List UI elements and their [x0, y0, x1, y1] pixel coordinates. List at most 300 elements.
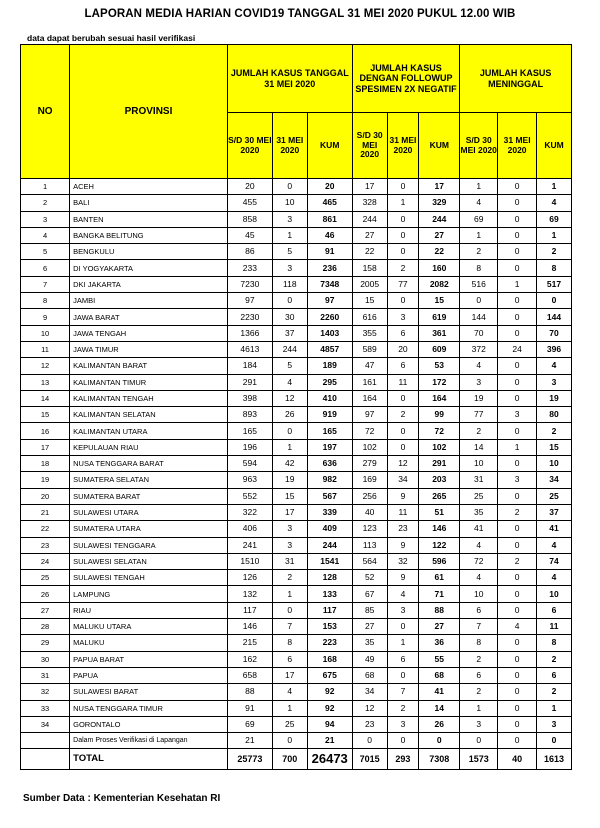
row-number: 13: [21, 374, 70, 390]
data-source: Sumber Data : Kementerian Kesehatan RI: [23, 793, 221, 804]
deaths-prev: 35: [460, 504, 498, 520]
recovered-cum: 15: [419, 293, 460, 309]
province-name: JAMBI: [70, 293, 228, 309]
subheader-recovered-today: 31 MEI 2020: [387, 113, 419, 179]
recovered-prev: 161: [352, 374, 387, 390]
row-number: 29: [21, 635, 70, 651]
recovered-prev: 244: [352, 211, 387, 227]
deaths-today: 1: [498, 276, 537, 292]
total-cases-cum: 26473: [307, 749, 352, 770]
recovered-today: 23: [387, 521, 419, 537]
cases-cum: 1541: [307, 553, 352, 569]
deaths-cum: 25: [537, 488, 572, 504]
row-number: 34: [21, 716, 70, 732]
cases-prev: 126: [227, 570, 272, 586]
recovered-today: 0: [387, 619, 419, 635]
table-row: [21, 276, 572, 292]
cases-today: 30: [272, 309, 307, 325]
deaths-today: 0: [498, 684, 537, 700]
recovered-prev: 564: [352, 553, 387, 569]
cases-cum: 92: [307, 684, 352, 700]
cases-cum: 4857: [307, 341, 352, 357]
cases-prev: 1366: [227, 325, 272, 341]
recovered-today: 6: [387, 358, 419, 374]
recovered-cum: 68: [419, 667, 460, 683]
deaths-prev: 69: [460, 211, 498, 227]
deaths-prev: 2: [460, 423, 498, 439]
cases-today: 244: [272, 341, 307, 357]
cases-today: 1: [272, 439, 307, 455]
deaths-prev: 2: [460, 244, 498, 260]
recovered-cum: 160: [419, 260, 460, 276]
deaths-prev: 4: [460, 537, 498, 553]
cases-cum: 919: [307, 407, 352, 423]
table-row: [21, 488, 572, 504]
province-name: MALUKU: [70, 635, 228, 651]
deaths-prev: 10: [460, 586, 498, 602]
deaths-prev: 41: [460, 521, 498, 537]
recovered-today: 0: [387, 423, 419, 439]
recovered-cum: 122: [419, 537, 460, 553]
province-name: KEPULAUAN RIAU: [70, 439, 228, 455]
subheader-deaths-cum: KUM: [537, 113, 572, 179]
cases-today: 0: [272, 293, 307, 309]
recovered-cum: 164: [419, 390, 460, 406]
table-row: [21, 341, 572, 357]
cases-today: 26: [272, 407, 307, 423]
recovered-prev: 40: [352, 504, 387, 520]
cases-cum: 133: [307, 586, 352, 602]
deaths-prev: 6: [460, 602, 498, 618]
recovered-cum: 61: [419, 570, 460, 586]
group-header-cases: JUMLAH KASUS TANGGAL 31 MEI 2020: [227, 45, 352, 113]
cases-today: 3: [272, 521, 307, 537]
deaths-cum: 8: [537, 260, 572, 276]
recovered-cum: 265: [419, 488, 460, 504]
total-deaths-prev: 1573: [460, 749, 498, 770]
deaths-today: 0: [498, 211, 537, 227]
cases-cum: 20: [307, 179, 352, 195]
deaths-today: 4: [498, 619, 537, 635]
recovered-cum: 27: [419, 619, 460, 635]
table-row: [21, 700, 572, 716]
cases-cum: 236: [307, 260, 352, 276]
row-number: [21, 733, 70, 749]
recovered-today: 0: [387, 667, 419, 683]
recovered-today: 2: [387, 260, 419, 276]
deaths-cum: 1: [537, 179, 572, 195]
recovered-cum: 172: [419, 374, 460, 390]
recovered-prev: 169: [352, 472, 387, 488]
cases-prev: 893: [227, 407, 272, 423]
recovered-today: 0: [387, 390, 419, 406]
recovered-cum: 17: [419, 179, 460, 195]
recovered-prev: 355: [352, 325, 387, 341]
table-body: [21, 179, 572, 770]
province-name: JAWA TIMUR: [70, 341, 228, 357]
cases-today: 3: [272, 260, 307, 276]
cases-prev: 2230: [227, 309, 272, 325]
cases-cum: 46: [307, 227, 352, 243]
deaths-prev: 25: [460, 488, 498, 504]
deaths-cum: 144: [537, 309, 572, 325]
recovered-cum: 146: [419, 521, 460, 537]
subheader-cases-today: 31 MEI 2020: [272, 113, 307, 179]
cases-today: 7: [272, 619, 307, 635]
cases-prev: 658: [227, 667, 272, 683]
deaths-cum: 6: [537, 667, 572, 683]
cases-prev: 69: [227, 716, 272, 732]
deaths-today: 2: [498, 504, 537, 520]
deaths-today: 3: [498, 472, 537, 488]
row-number: 22: [21, 521, 70, 537]
cases-prev: 162: [227, 651, 272, 667]
recovered-prev: 123: [352, 521, 387, 537]
cases-today: 1: [272, 700, 307, 716]
recovered-today: 3: [387, 602, 419, 618]
province-name: SUMATERA SELATAN: [70, 472, 228, 488]
recovered-today: 7: [387, 684, 419, 700]
cases-cum: 117: [307, 602, 352, 618]
deaths-cum: 2: [537, 244, 572, 260]
subheader-cases-cum: KUM: [307, 113, 352, 179]
cases-today: 19: [272, 472, 307, 488]
deaths-cum: 2: [537, 651, 572, 667]
row-number: 26: [21, 586, 70, 602]
province-name: BALI: [70, 195, 228, 211]
deaths-prev: 4: [460, 358, 498, 374]
deaths-today: 0: [498, 195, 537, 211]
deaths-cum: 34: [537, 472, 572, 488]
total-row-number: [21, 749, 70, 770]
recovered-today: 9: [387, 488, 419, 504]
recovered-cum: 55: [419, 651, 460, 667]
recovered-cum: 41: [419, 684, 460, 700]
recovered-cum: 14: [419, 700, 460, 716]
table-row: [21, 227, 572, 243]
deaths-prev: 10: [460, 456, 498, 472]
deaths-today: 1: [498, 439, 537, 455]
deaths-cum: 2: [537, 684, 572, 700]
subheader-recovered-cum: KUM: [419, 113, 460, 179]
total-province-name: TOTAL: [70, 749, 228, 770]
deaths-today: 0: [498, 309, 537, 325]
deaths-cum: 19: [537, 390, 572, 406]
column-header-province: PROVINSI: [70, 45, 228, 179]
cases-prev: 233: [227, 260, 272, 276]
recovered-today: 1: [387, 635, 419, 651]
deaths-today: 0: [498, 244, 537, 260]
cases-today: 25: [272, 716, 307, 732]
deaths-prev: 1: [460, 179, 498, 195]
recovered-today: 2: [387, 700, 419, 716]
deaths-today: 0: [498, 456, 537, 472]
row-number: 18: [21, 456, 70, 472]
recovered-cum: 51: [419, 504, 460, 520]
row-number: 2: [21, 195, 70, 211]
deaths-today: 0: [498, 423, 537, 439]
province-name: SULAWESI TENGAH: [70, 570, 228, 586]
group-header-recovered: JUMLAH KASUS DENGAN FOLLOWUP SPESIMEN 2X NEGATIF: [352, 45, 460, 113]
deaths-today: 0: [498, 179, 537, 195]
province-name: ACEH: [70, 179, 228, 195]
deaths-cum: 3: [537, 716, 572, 732]
recovered-today: 9: [387, 570, 419, 586]
deaths-prev: 1: [460, 700, 498, 716]
deaths-today: 0: [498, 260, 537, 276]
deaths-today: 0: [498, 667, 537, 683]
total-recovered-cum: 7308: [419, 749, 460, 770]
cases-cum: 339: [307, 504, 352, 520]
deaths-prev: 0: [460, 293, 498, 309]
total-recovered-prev: 7015: [352, 749, 387, 770]
cases-cum: 295: [307, 374, 352, 390]
table-row: [21, 309, 572, 325]
table-row: [21, 537, 572, 553]
recovered-today: 3: [387, 716, 419, 732]
province-name: JAWA TENGAH: [70, 325, 228, 341]
recovered-prev: 0: [352, 733, 387, 749]
cases-prev: 132: [227, 586, 272, 602]
province-name: GORONTALO: [70, 716, 228, 732]
cases-prev: 291: [227, 374, 272, 390]
recovered-today: 2: [387, 407, 419, 423]
deaths-prev: 14: [460, 439, 498, 455]
recovered-cum: 88: [419, 602, 460, 618]
total-recovered-today: 293: [387, 749, 419, 770]
deaths-cum: 10: [537, 456, 572, 472]
total-cases-prev: 25773: [227, 749, 272, 770]
total-row: [21, 749, 572, 770]
recovered-cum: 596: [419, 553, 460, 569]
cases-prev: 455: [227, 195, 272, 211]
cases-prev: 215: [227, 635, 272, 651]
cases-today: 17: [272, 504, 307, 520]
group-header-deaths: JUMLAH KASUS MENINGGAL: [460, 45, 572, 113]
province-name: JAWA BARAT: [70, 309, 228, 325]
subheader-cases-prev: S/D 30 MEI 2020: [227, 113, 272, 179]
recovered-cum: 329: [419, 195, 460, 211]
deaths-prev: 6: [460, 667, 498, 683]
deaths-today: 0: [498, 700, 537, 716]
deaths-prev: 7: [460, 619, 498, 635]
recovered-today: 12: [387, 456, 419, 472]
row-number: 16: [21, 423, 70, 439]
cases-prev: 398: [227, 390, 272, 406]
subheader-deaths-prev: S/D 30 MEI 2020: [460, 113, 498, 179]
recovered-today: 0: [387, 211, 419, 227]
deaths-cum: 517: [537, 276, 572, 292]
province-name: KALIMANTAN UTARA: [70, 423, 228, 439]
cases-prev: 97: [227, 293, 272, 309]
deaths-cum: 4: [537, 570, 572, 586]
deaths-prev: 2: [460, 684, 498, 700]
deaths-prev: 2: [460, 651, 498, 667]
recovered-prev: 34: [352, 684, 387, 700]
cases-cum: 7348: [307, 276, 352, 292]
recovered-prev: 23: [352, 716, 387, 732]
cases-prev: 117: [227, 602, 272, 618]
cases-prev: 196: [227, 439, 272, 455]
province-name: BANGKA BELITUNG: [70, 227, 228, 243]
cases-today: 12: [272, 390, 307, 406]
recovered-prev: 279: [352, 456, 387, 472]
cases-today: 5: [272, 244, 307, 260]
table-row: [21, 716, 572, 732]
table-row: [21, 472, 572, 488]
recovered-prev: 49: [352, 651, 387, 667]
deaths-prev: 72: [460, 553, 498, 569]
recovered-today: 11: [387, 504, 419, 520]
cases-today: 4: [272, 684, 307, 700]
recovered-today: 3: [387, 309, 419, 325]
recovered-today: 0: [387, 439, 419, 455]
recovered-today: 11: [387, 374, 419, 390]
cases-prev: 165: [227, 423, 272, 439]
recovered-today: 34: [387, 472, 419, 488]
table-row: [21, 358, 572, 374]
subheader-recovered-prev: S/D 30 MEI 2020: [352, 113, 387, 179]
recovered-prev: 17: [352, 179, 387, 195]
row-number: 3: [21, 211, 70, 227]
recovered-prev: 113: [352, 537, 387, 553]
recovered-today: 0: [387, 293, 419, 309]
recovered-prev: 97: [352, 407, 387, 423]
recovered-cum: 619: [419, 309, 460, 325]
deaths-prev: 1: [460, 227, 498, 243]
report-title: LAPORAN MEDIA HARIAN COVID19 TANGGAL 31 MEI 2020 PUKUL 12.00 WIB: [84, 8, 516, 20]
recovered-cum: 291: [419, 456, 460, 472]
cases-cum: 409: [307, 521, 352, 537]
recovered-prev: 15: [352, 293, 387, 309]
deaths-prev: 70: [460, 325, 498, 341]
row-number: 30: [21, 651, 70, 667]
province-name: KALIMANTAN SELATAN: [70, 407, 228, 423]
deaths-prev: 144: [460, 309, 498, 325]
cases-prev: 20: [227, 179, 272, 195]
recovered-prev: 68: [352, 667, 387, 683]
deaths-today: 0: [498, 635, 537, 651]
row-number: 5: [21, 244, 70, 260]
cases-prev: 594: [227, 456, 272, 472]
deaths-today: 0: [498, 358, 537, 374]
deaths-prev: 8: [460, 260, 498, 276]
cases-cum: 223: [307, 635, 352, 651]
deaths-cum: 0: [537, 293, 572, 309]
deaths-cum: 4: [537, 537, 572, 553]
row-number: 15: [21, 407, 70, 423]
table-row: [21, 684, 572, 700]
recovered-cum: 2082: [419, 276, 460, 292]
province-name: NUSA TENGGARA BARAT: [70, 456, 228, 472]
recovered-cum: 53: [419, 358, 460, 374]
province-name: DI YOGYAKARTA: [70, 260, 228, 276]
table-row: [21, 651, 572, 667]
table-row: [21, 374, 572, 390]
recovered-cum: 102: [419, 439, 460, 455]
recovered-cum: 203: [419, 472, 460, 488]
recovered-prev: 158: [352, 260, 387, 276]
province-name: DKI JAKARTA: [70, 276, 228, 292]
province-name: SULAWESI TENGGARA: [70, 537, 228, 553]
deaths-cum: 69: [537, 211, 572, 227]
subheader-deaths-today: 31 MEI 2020: [498, 113, 537, 179]
recovered-cum: 361: [419, 325, 460, 341]
cases-today: 4: [272, 374, 307, 390]
recovered-today: 6: [387, 325, 419, 341]
deaths-today: 3: [498, 407, 537, 423]
total-deaths-today: 40: [498, 749, 537, 770]
row-number: 23: [21, 537, 70, 553]
deaths-cum: 11: [537, 619, 572, 635]
cases-today: 1: [272, 586, 307, 602]
cases-cum: 189: [307, 358, 352, 374]
cases-cum: 1403: [307, 325, 352, 341]
table-row: [21, 733, 572, 749]
deaths-today: 0: [498, 733, 537, 749]
row-number: 25: [21, 570, 70, 586]
recovered-today: 0: [387, 179, 419, 195]
cases-today: 10: [272, 195, 307, 211]
province-name: SUMATERA BARAT: [70, 488, 228, 504]
cases-cum: 153: [307, 619, 352, 635]
deaths-cum: 10: [537, 586, 572, 602]
verification-note: data dapat berubah sesuai hasil verifikasi: [27, 33, 196, 43]
deaths-prev: 77: [460, 407, 498, 423]
recovered-prev: 35: [352, 635, 387, 651]
row-number: 28: [21, 619, 70, 635]
table-row: [21, 423, 572, 439]
cases-prev: 4613: [227, 341, 272, 357]
recovered-prev: 27: [352, 619, 387, 635]
cases-cum: 94: [307, 716, 352, 732]
table-row: [21, 504, 572, 520]
table-row: [21, 211, 572, 227]
cases-today: 0: [272, 423, 307, 439]
row-number: 6: [21, 260, 70, 276]
row-number: 1: [21, 179, 70, 195]
table-row: [21, 553, 572, 569]
province-name: LAMPUNG: [70, 586, 228, 602]
deaths-today: 0: [498, 716, 537, 732]
recovered-prev: 67: [352, 586, 387, 602]
row-number: 33: [21, 700, 70, 716]
province-name: NUSA TENGGARA TIMUR: [70, 700, 228, 716]
table-row: [21, 439, 572, 455]
deaths-cum: 8: [537, 635, 572, 651]
province-name: KALIMANTAN TENGAH: [70, 390, 228, 406]
recovered-today: 77: [387, 276, 419, 292]
deaths-today: 0: [498, 602, 537, 618]
cases-cum: 675: [307, 667, 352, 683]
deaths-today: 2: [498, 553, 537, 569]
cases-cum: 97: [307, 293, 352, 309]
cases-prev: 406: [227, 521, 272, 537]
table-row: [21, 244, 572, 260]
cases-prev: 858: [227, 211, 272, 227]
recovered-prev: 102: [352, 439, 387, 455]
deaths-cum: 15: [537, 439, 572, 455]
cases-today: 1: [272, 227, 307, 243]
province-name: SUMATERA UTARA: [70, 521, 228, 537]
cases-today: 0: [272, 602, 307, 618]
cases-prev: 88: [227, 684, 272, 700]
cases-cum: 92: [307, 700, 352, 716]
recovered-cum: 36: [419, 635, 460, 651]
province-name: PAPUA: [70, 667, 228, 683]
deaths-today: 0: [498, 374, 537, 390]
cases-today: 118: [272, 276, 307, 292]
